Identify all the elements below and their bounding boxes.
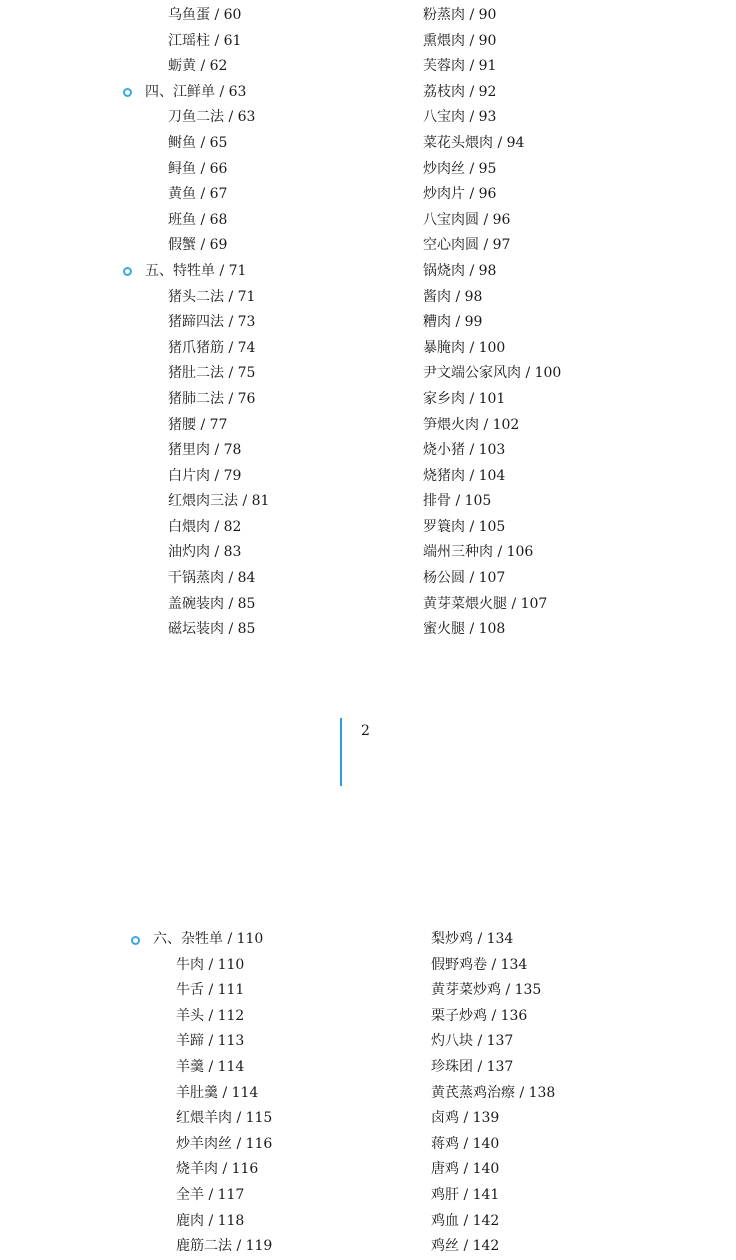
toc-entry: 糟肉 / 99 <box>423 314 483 331</box>
toc-entry <box>0 157 380 183</box>
toc-entry <box>0 1209 390 1235</box>
toc-entry: 酱肉 / 98 <box>423 288 483 305</box>
toc-entry: 家乡肉 / 101 <box>423 390 506 407</box>
toc-entry <box>0 1234 390 1260</box>
section-title: 四、江鲜单 / 63 <box>145 83 247 100</box>
toc-entry: 排骨 / 105 <box>423 493 492 510</box>
entry-title: 鲥鱼 / 65 <box>168 134 228 151</box>
toc-entry: 灼八块 / 137 <box>431 1033 514 1050</box>
toc-entry: 黄芽菜煨火腿 / 107 <box>423 595 548 612</box>
entry-title: 炒羊肉丝 / 116 <box>176 1135 273 1152</box>
entry-title: 江瑶柱 / 61 <box>168 32 242 49</box>
toc-entry <box>0 592 380 618</box>
toc-entry <box>0 182 380 208</box>
toc-entry: 炒肉丝 / 95 <box>423 160 497 177</box>
toc-entry <box>0 387 380 413</box>
toc-entry <box>0 464 380 490</box>
toc-entry <box>0 1132 390 1158</box>
toc-entry <box>0 105 380 131</box>
toc-page-bottom <box>0 925 736 1253</box>
toc-entry <box>0 336 380 362</box>
toc-entry <box>0 1183 390 1209</box>
entry-title: 红煨肉三法 / 81 <box>168 493 270 510</box>
entry-title: 油灼肉 / 83 <box>168 544 242 561</box>
entry-title: 猪爪猪筋 / 74 <box>168 339 256 356</box>
entry-title: 白片肉 / 79 <box>168 467 242 484</box>
entry-title: 鹿肉 / 118 <box>176 1212 245 1229</box>
toc-left-column <box>0 3 380 643</box>
entry-title: 烧羊肉 / 116 <box>176 1161 259 1178</box>
toc-entry: 粉蒸肉 / 90 <box>423 7 497 23</box>
toc-entry: 蒋鸡 / 140 <box>431 1135 500 1152</box>
toc-entry: 尹文端公家风肉 / 100 <box>423 365 562 382</box>
toc-right-column <box>431 927 731 1260</box>
entry-title: 羊蹄 / 113 <box>176 1033 245 1050</box>
toc-entry <box>0 515 380 541</box>
toc-entry <box>0 1029 390 1055</box>
entry-title: 猪里肉 / 78 <box>168 442 242 459</box>
toc-entry <box>0 1004 390 1030</box>
toc-entry <box>0 310 380 336</box>
toc-entry <box>0 208 380 234</box>
toc-entry <box>0 361 380 387</box>
ring-bullet-icon <box>123 267 132 276</box>
toc-entry: 荔枝肉 / 92 <box>423 83 497 100</box>
toc-entry: 端州三种肉 / 106 <box>423 544 534 561</box>
toc-entry: 笋煨火肉 / 102 <box>423 416 520 433</box>
entry-title: 干锅蒸肉 / 84 <box>168 570 256 587</box>
entry-title: 猪肚二法 / 75 <box>168 365 256 382</box>
toc-section-heading <box>0 259 380 285</box>
folio-rule <box>340 718 342 786</box>
toc-entry: 烧小猪 / 103 <box>423 442 506 459</box>
toc-entry <box>0 54 380 80</box>
entry-title: 红煨羊肉 / 115 <box>176 1110 273 1127</box>
toc-entry: 黄芽菜炒鸡 / 135 <box>431 982 542 999</box>
ring-bullet-icon <box>123 88 132 97</box>
toc-section-heading <box>0 927 390 953</box>
toc-entry: 假野鸡卷 / 134 <box>431 956 528 973</box>
toc-entry: 八宝肉圆 / 96 <box>423 211 511 228</box>
toc-entry: 烧猪肉 / 104 <box>423 467 506 484</box>
entry-title: 鹿筋二法 / 119 <box>176 1238 273 1255</box>
entry-title: 羊羹 / 114 <box>176 1058 245 1075</box>
section-title: 五、特牲单 / 71 <box>145 262 247 279</box>
page-number: 2 <box>361 723 370 739</box>
entry-title: 全羊 / 117 <box>176 1186 245 1203</box>
toc-entry: 卤鸡 / 139 <box>431 1110 500 1127</box>
toc-entry <box>0 540 380 566</box>
toc-entry: 唐鸡 / 140 <box>431 1161 500 1178</box>
entry-title: 乌鱼蛋 / 60 <box>168 7 242 23</box>
entry-title: 白煨肉 / 82 <box>168 518 242 535</box>
toc-entry: 八宝肉 / 93 <box>423 109 497 126</box>
toc-entry: 鸡肝 / 141 <box>431 1186 500 1203</box>
toc-entry: 暴腌肉 / 100 <box>423 339 506 356</box>
entry-title: 猪头二法 / 71 <box>168 288 256 305</box>
toc-entry: 杨公圆 / 107 <box>423 570 506 587</box>
toc-entry: 罗簑肉 / 105 <box>423 518 506 535</box>
toc-entry: 空心肉圆 / 97 <box>423 237 511 254</box>
toc-entry <box>0 3 380 29</box>
entry-title: 牛肉 / 110 <box>176 956 245 973</box>
entry-title: 羊肚羹 / 114 <box>176 1084 259 1101</box>
toc-entry <box>0 285 380 311</box>
toc-entry <box>0 1055 390 1081</box>
entry-title: 猪肺二法 / 76 <box>168 390 256 407</box>
toc-entry <box>0 566 380 592</box>
entry-title: 猪腰 / 77 <box>168 416 228 433</box>
toc-entry: 炒肉片 / 96 <box>423 186 497 203</box>
toc-entry: 蜜火腿 / 108 <box>423 621 506 638</box>
toc-entry: 梨炒鸡 / 134 <box>431 931 514 947</box>
toc-entry: 锅烧肉 / 98 <box>423 262 497 279</box>
toc-entry <box>0 29 380 55</box>
toc-entry: 黄芪蒸鸡治瘵 / 138 <box>431 1084 556 1101</box>
toc-left-column <box>0 927 390 1260</box>
toc-entry <box>0 489 380 515</box>
toc-entry <box>0 233 380 259</box>
entry-title: 猪蹄四法 / 73 <box>168 314 256 331</box>
toc-section-heading <box>0 80 380 106</box>
entry-title: 羊头 / 112 <box>176 1007 245 1024</box>
toc-right-column <box>423 3 723 643</box>
toc-entry <box>0 1106 390 1132</box>
toc-entry: 鸡血 / 142 <box>431 1212 500 1229</box>
toc-entry: 鸡丝 / 142 <box>431 1238 500 1255</box>
entry-title: 班鱼 / 68 <box>168 211 228 228</box>
toc-entry <box>0 978 390 1004</box>
entry-title: 假蟹 / 69 <box>168 237 228 254</box>
toc-entry <box>0 1081 390 1107</box>
entry-title: 蛎黄 / 62 <box>168 58 228 75</box>
entry-title: 刀鱼二法 / 63 <box>168 109 256 126</box>
entry-title: 磁坛装肉 / 85 <box>168 621 256 638</box>
toc-entry: 熏煨肉 / 90 <box>423 32 497 49</box>
entry-title: 鲟鱼 / 66 <box>168 160 228 177</box>
section-title: 六、杂牲单 / 110 <box>153 931 264 947</box>
ring-bullet-icon <box>131 936 140 945</box>
entry-title: 黄鱼 / 67 <box>168 186 228 203</box>
toc-entry: 芙蓉肉 / 91 <box>423 58 497 75</box>
toc-entry <box>0 131 380 157</box>
entry-title: 盖碗装肉 / 85 <box>168 595 256 612</box>
toc-entry: 珍珠团 / 137 <box>431 1058 514 1075</box>
entry-title: 牛舌 / 111 <box>176 982 245 999</box>
toc-entry <box>0 438 380 464</box>
toc-entry: 栗子炒鸡 / 136 <box>431 1007 528 1024</box>
toc-entry <box>0 413 380 439</box>
toc-entry <box>0 953 390 979</box>
toc-entry: 菜花头煨肉 / 94 <box>423 134 525 151</box>
toc-entry <box>0 617 380 643</box>
toc-entry <box>0 1157 390 1183</box>
